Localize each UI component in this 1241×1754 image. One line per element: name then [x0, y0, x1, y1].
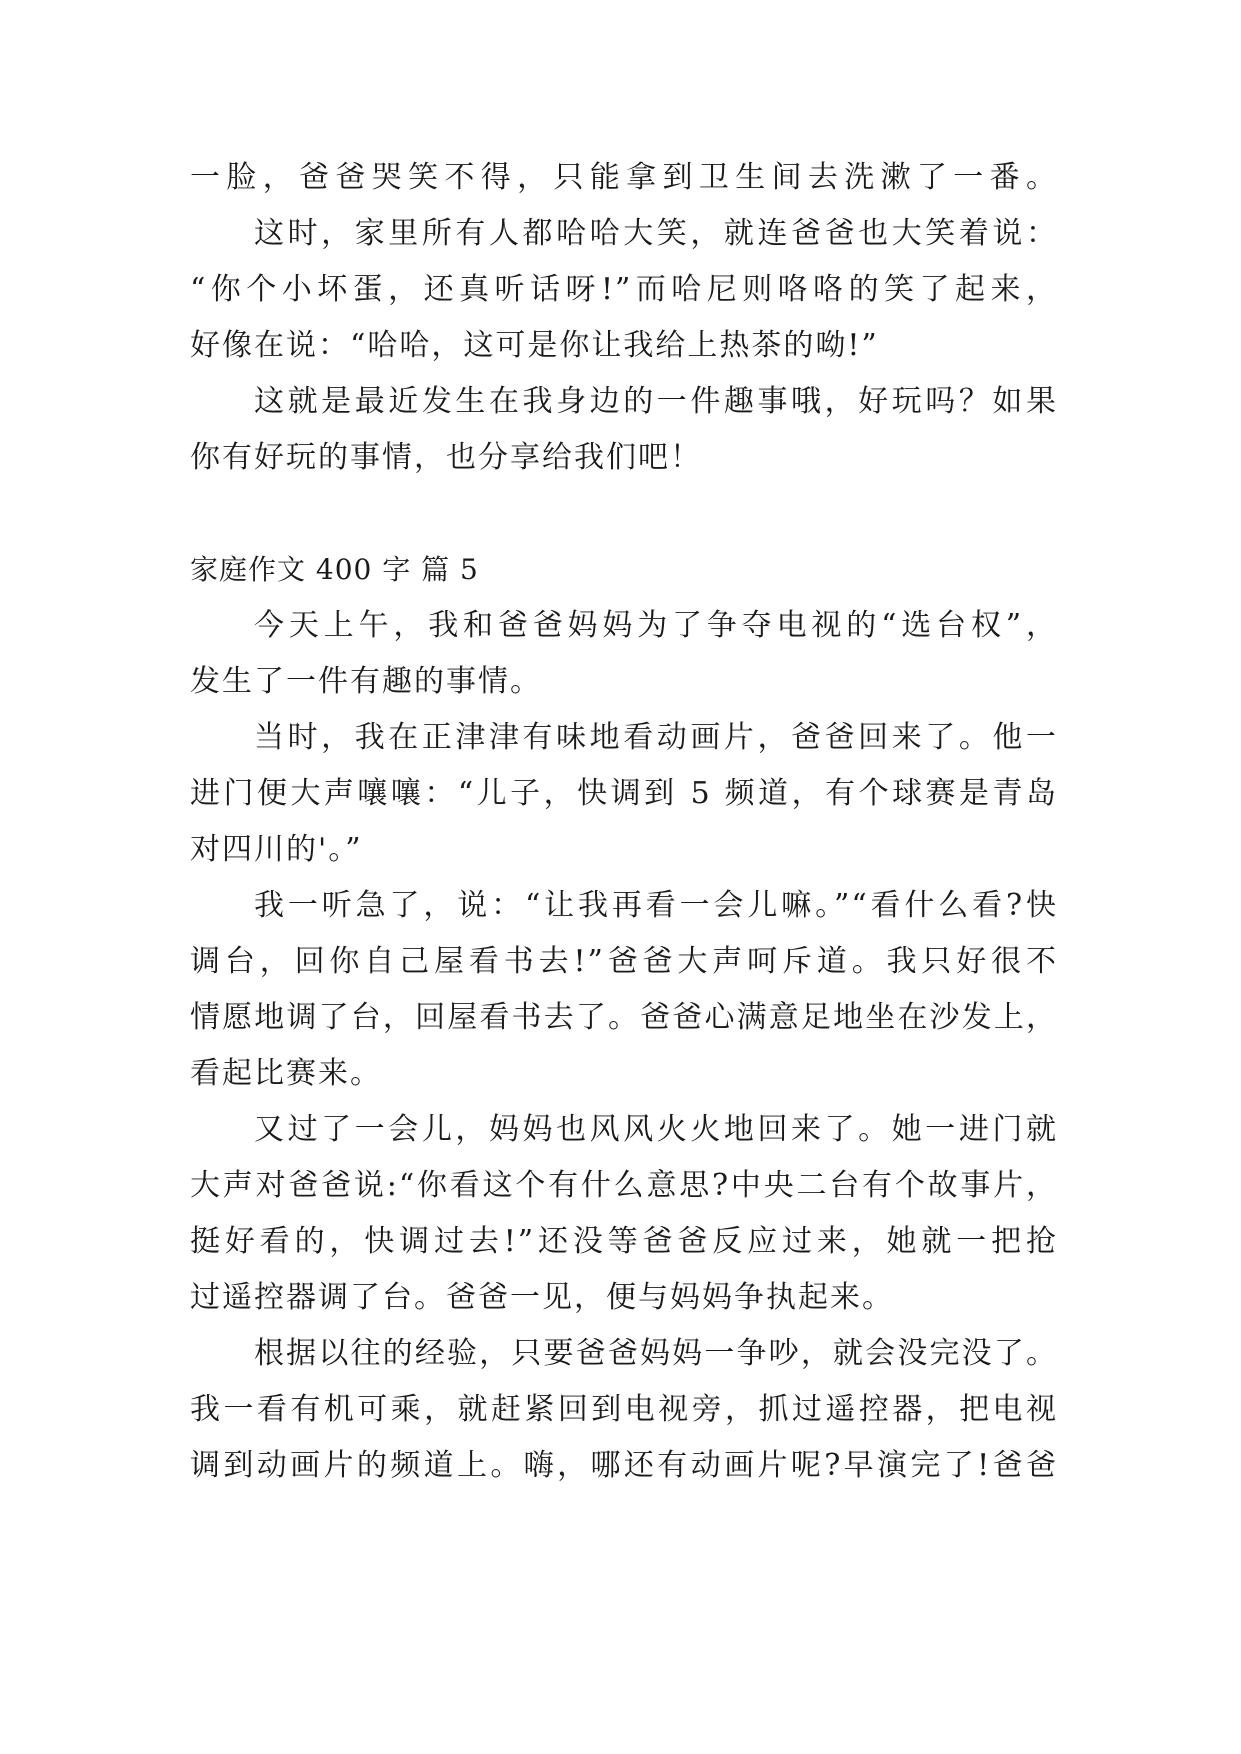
paragraph-line: 一脸，爸爸哭笑不得，只能拿到卫生间去洗漱了一番。	[190, 160, 1058, 195]
paragraph-line: 这就是最近发生在我身边的一件趣事哦，好玩吗？如果	[254, 384, 1058, 419]
paragraph-line: 我一听急了，说：“让我再看一会儿嘛。”“看什么看?快	[254, 888, 1058, 923]
paragraph-line: “你个小坏蛋，还真听话呀!”而哈尼则咯咯的笑了起来，	[190, 272, 1058, 307]
paragraph-line: 过遥控器调了台。爸爸一见，便与妈妈争执起来。	[190, 1280, 894, 1315]
paragraph-line: 我一看有机可乘，就赶紧回到电视旁，抓过遥控器，把电视	[190, 1392, 1058, 1427]
paragraph-line: 你有好玩的事情，也分享给我们吧！	[190, 440, 702, 475]
paragraph-line: 好像在说：“哈哈，这可是你让我给上热茶的呦!”	[190, 328, 879, 363]
paragraph-line: 大声对爸爸说:“你看这个有什么意思?中央二台有个故事片，	[190, 1168, 1058, 1203]
paragraph-line: 进门便大声嚷嚷：“儿子，快调到 5 频道，有个球赛是青岛	[190, 776, 1058, 811]
paragraph-line: 根据以往的经验，只要爸爸妈妈一争吵，就会没完没了。	[254, 1336, 1058, 1371]
paragraph-line: 又过了一会儿，妈妈也风风火火地回来了。她一进门就	[254, 1112, 1058, 1147]
paragraph-line: 调台，回你自己屋看书去!”爸爸大声呵斥道。我只好很不	[190, 944, 1058, 979]
paragraph-line: 挺好看的，快调过去!”还没等爸爸反应过来，她就一把抢	[190, 1224, 1058, 1259]
section-heading: 家庭作文 400 字 篇 5	[190, 553, 479, 586]
paragraph-line: 对四川的'。”	[190, 832, 363, 867]
paragraph-line: 今天上午，我和爸爸妈妈为了争夺电视的“选台权”，	[254, 608, 1058, 643]
paragraph-line: 看起比赛来。	[190, 1056, 382, 1091]
paragraph-line: 这时，家里所有人都哈哈大笑，就连爸爸也大笑着说：	[254, 216, 1058, 251]
paragraph-line: 发生了一件有趣的事情。	[190, 664, 542, 699]
paragraph-line: 当时，我在正津津有味地看动画片，爸爸回来了。他一	[254, 720, 1058, 755]
paragraph-line: 调到动画片的频道上。嗨，哪还有动画片呢?早演完了!爸爸	[190, 1448, 1058, 1483]
paragraph-line: 情愿地调了台，回屋看书去了。爸爸心满意足地坐在沙发上，	[190, 1000, 1058, 1035]
